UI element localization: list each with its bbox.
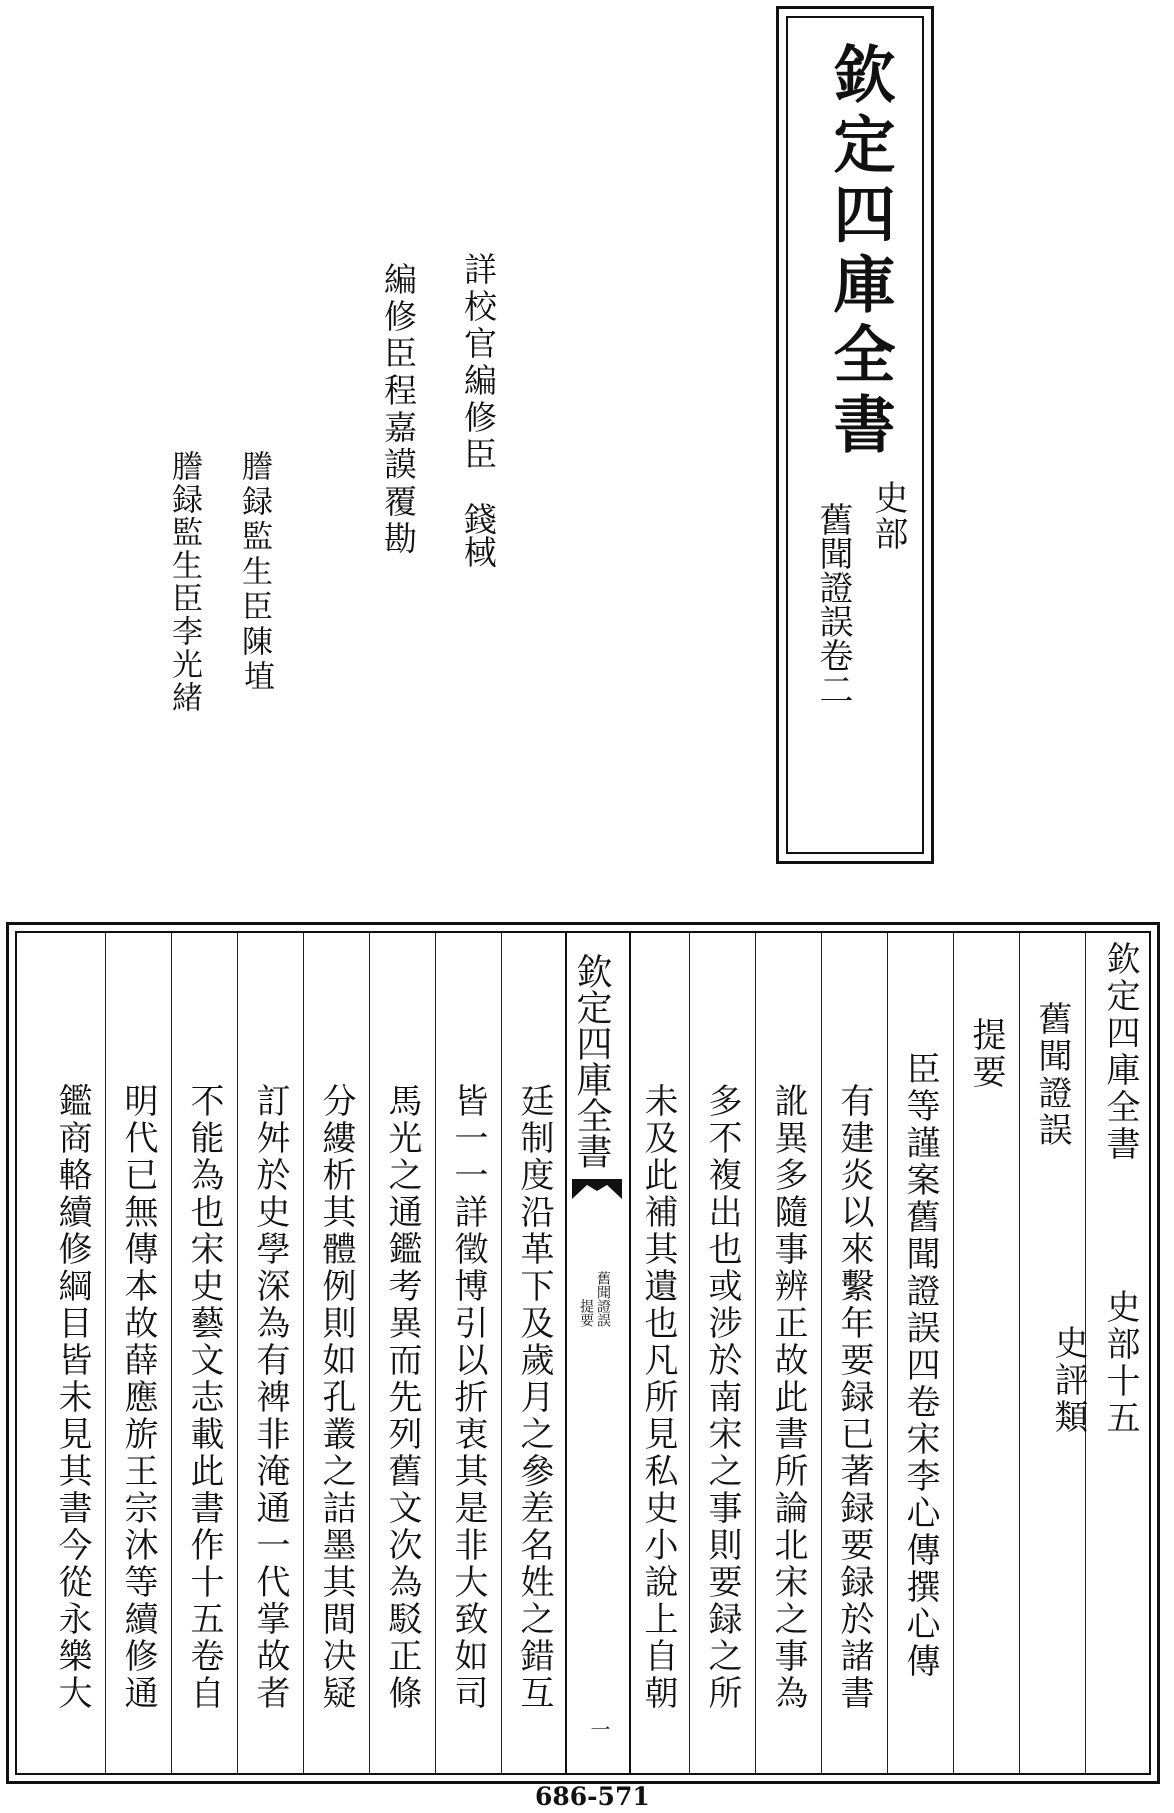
- column-rule: [689, 933, 690, 1773]
- column-rule: [171, 933, 172, 1773]
- column-rule: [1019, 933, 1020, 1773]
- text-column-1: 臣等謹案舊聞證誤四卷宋李心傳撰心傳: [900, 1051, 940, 1680]
- title-slip-inner-border: [786, 16, 924, 854]
- text-column-11: 不能為也宋史藝文志載此書作十五卷自: [184, 1083, 224, 1712]
- book-title: 舊聞證誤: [1032, 1001, 1072, 1149]
- text-column-5: 未及此補其遺也凡所見私史小說上自朝: [638, 1083, 678, 1712]
- text-column-4: 多不複出也或涉於南宋之事則要録之所: [702, 1083, 742, 1712]
- text-page-inner-border: [15, 931, 1151, 1775]
- text-column-2: 有建炎以來繫年要録已著録要録於諸書: [834, 1083, 874, 1712]
- column-rule: [435, 933, 436, 1773]
- fish-tail-mark: [572, 1179, 622, 1199]
- column-rule: [237, 933, 238, 1773]
- column-rule: [821, 933, 822, 1773]
- header-section: 史部十五: [1100, 1289, 1140, 1437]
- credit-copyist-1-role: 謄録監生臣陳: [236, 450, 272, 660]
- fold-book-title: 舊聞證誤: [595, 1271, 611, 1327]
- credit-proofreader-name: 錢棫: [459, 502, 498, 568]
- text-page-frame: [6, 922, 1160, 1784]
- fold-column: [565, 933, 631, 1773]
- fold-tiyao: 提要: [578, 1299, 594, 1327]
- text-column-12: 明代已無傳本故薛應旂王宗沐等續修通: [118, 1083, 158, 1712]
- fold-leaf-number: 一: [587, 1719, 611, 1739]
- column-rule: [887, 933, 888, 1773]
- text-column-10: 訂舛於史學深為有裨非淹通一代掌故者: [250, 1083, 290, 1712]
- title-slip: [776, 6, 934, 864]
- column-rule: [755, 933, 756, 1773]
- column-rule: [953, 933, 954, 1773]
- credit-proofreader-role: 詳校官編修臣: [459, 252, 498, 474]
- column-rule: [303, 933, 304, 1773]
- category-label: 史評類: [1048, 1325, 1088, 1436]
- page-number: 686-571: [535, 1782, 650, 1811]
- slip-volume: 舊聞證誤卷二: [813, 502, 853, 706]
- column-rule: [105, 933, 106, 1773]
- text-column-8: 馬光之通鑑考異而先列舊文次為駁正條: [382, 1083, 422, 1712]
- text-column-13: 鑑商輅續修綱目皆未見其書今從永樂大: [52, 1083, 92, 1712]
- fold-title: 欽定四庫全書: [571, 953, 612, 1169]
- tiyao-heading: 提要: [966, 1017, 1006, 1091]
- text-column-6: 廷制度沿革下及歲月之參差名姓之錯互: [514, 1083, 554, 1712]
- slip-title: 欽定四庫全書: [823, 42, 896, 462]
- text-column-9: 分縷析其體例則如孔叢之詰墨其間决疑: [316, 1083, 356, 1712]
- text-column-7: 皆一一詳徵博引以折衷其是非大致如司: [448, 1083, 488, 1712]
- column-rule: [369, 933, 370, 1773]
- credit-copyist-1-name: 埴: [238, 660, 274, 691]
- header-title: 欽定四庫全書: [1100, 941, 1140, 1163]
- credit-copyist-2: 謄録監生臣李光緒: [166, 450, 202, 714]
- column-rule: [501, 933, 502, 1773]
- credit-reviewer: 編修臣程嘉謨覆勘: [379, 262, 418, 558]
- slip-section: 史部: [868, 480, 908, 552]
- text-column-3: 訛異多隨事辨正故此書所論北宋之事為: [768, 1083, 808, 1712]
